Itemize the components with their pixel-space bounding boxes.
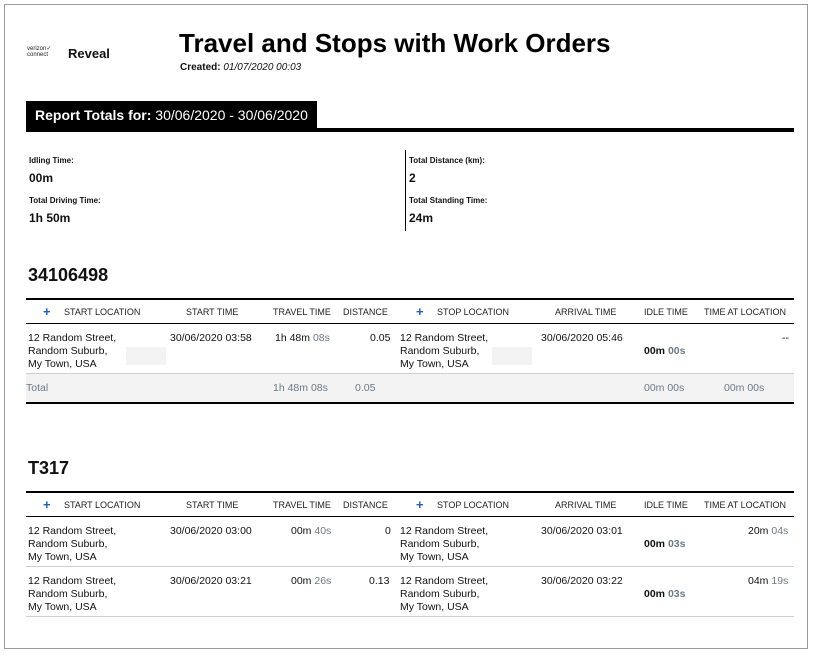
address-line: Random Suburb,: [28, 345, 108, 357]
col-arrival-time: ARRIVAL TIME: [555, 307, 617, 317]
col-start-time: START TIME: [186, 500, 239, 510]
col-stop-location: STOP LOCATION: [437, 307, 510, 317]
address-line: My Town, USA: [28, 358, 97, 370]
unit-table: [26, 298, 794, 404]
distance-label: Total Distance (km):: [409, 156, 485, 165]
col-idle-time: IDLE TIME: [644, 500, 688, 510]
total-time-at-location: 00m 00s: [724, 382, 765, 394]
totals-column-divider: [405, 150, 406, 231]
work-order-placeholder: [492, 347, 532, 365]
address-line: 12 Random Street,: [28, 525, 117, 537]
address-line: My Town, USA: [400, 551, 469, 563]
address-line: My Town, USA: [400, 601, 469, 613]
travel-time: [275, 332, 330, 344]
address-line: Random Suburb,: [28, 538, 108, 550]
stop-location[interactable]: [400, 525, 488, 564]
address-line: 12 Random Street,: [400, 525, 489, 537]
col-time-at-location: TIME AT LOCATION: [704, 500, 787, 510]
expand-start-location-icon[interactable]: +: [43, 497, 51, 512]
time-at-location-minutes: 20m: [748, 525, 769, 537]
address-line: Random Suburb,: [28, 588, 108, 600]
time-at-location-value: --: [782, 332, 789, 344]
table-row: [26, 324, 794, 374]
start-time: 30/06/2020 03:21: [170, 575, 252, 587]
col-distance: DISTANCE: [343, 500, 388, 510]
total-travel-time: 1h 48m 08s: [273, 382, 328, 394]
idle-time-minutes: 00m: [644, 345, 666, 357]
product-name: Reveal: [68, 46, 110, 61]
travel-time-minutes: 1h 48m: [275, 332, 311, 344]
time-at-location: [782, 332, 789, 344]
col-time-at-location: TIME AT LOCATION: [704, 307, 787, 317]
standing-time-label: Total Standing Time:: [409, 196, 488, 205]
table-header: [26, 298, 794, 324]
idle-time-seconds: 03s: [667, 538, 686, 550]
distance: 0.13: [369, 575, 390, 587]
col-arrival-time: ARRIVAL TIME: [555, 500, 617, 510]
expand-stop-location-icon[interactable]: +: [416, 304, 424, 319]
idle-time-minutes: 00m: [644, 538, 666, 550]
start-location[interactable]: [28, 575, 116, 614]
col-start-location: START LOCATION: [64, 500, 141, 510]
col-stop-location: STOP LOCATION: [437, 500, 510, 510]
address-line: 12 Random Street,: [28, 575, 117, 587]
col-start-time: START TIME: [186, 307, 239, 317]
time-at-location-minutes: 04m: [748, 575, 769, 587]
address-line: Random Suburb,: [400, 588, 480, 600]
idle-time-seconds: 00s: [667, 345, 686, 357]
start-time: 30/06/2020 03:00: [170, 525, 252, 537]
start-time: 30/06/2020 03:58: [170, 332, 252, 344]
start-location[interactable]: [28, 525, 116, 564]
travel-time-seconds: 08s: [312, 332, 330, 344]
travel-time: [291, 525, 331, 537]
logo-wordmark: verizon✓ connect: [27, 46, 52, 58]
work-order-placeholder: [126, 347, 166, 365]
address-line: Random Suburb,: [400, 345, 480, 357]
unit-table: [26, 491, 794, 617]
unit-title: 34106498: [28, 265, 109, 285]
idle-time-seconds: 03s: [667, 588, 686, 600]
address-line: 12 Random Street,: [400, 575, 489, 587]
standing-time-value: 24m: [409, 211, 434, 225]
distance: 0: [385, 525, 391, 537]
table-row: [26, 567, 794, 617]
total-label: Total: [26, 382, 49, 394]
arrival-time: 30/06/2020 03:01: [541, 525, 623, 537]
address-line: My Town, USA: [28, 601, 97, 613]
idle-time: [644, 588, 685, 600]
idle-time: [644, 538, 685, 550]
distance-value: 2: [409, 171, 416, 185]
totals-range: 30/06/2020 - 30/06/2020: [155, 107, 308, 123]
time-at-location: [748, 575, 788, 587]
distance: 0.05: [370, 332, 391, 344]
idle-time-minutes: 00m: [644, 588, 666, 600]
start-location[interactable]: [28, 332, 116, 371]
col-idle-time: IDLE TIME: [644, 307, 688, 317]
travel-time-seconds: 26s: [314, 575, 332, 587]
time-at-location-seconds: 19s: [771, 575, 789, 587]
driving-time-value: 1h 50m: [29, 211, 71, 225]
total-idle-time: 00m 00s: [644, 382, 685, 394]
report-title: Travel and Stops with Work Orders: [179, 28, 611, 58]
arrival-time: 30/06/2020 03:22: [541, 575, 623, 587]
idling-time-label: Idling Time:: [29, 156, 74, 165]
col-travel-time: TRAVEL TIME: [273, 307, 331, 317]
stop-location[interactable]: [400, 332, 488, 371]
address-line: 12 Random Street,: [400, 332, 489, 344]
col-travel-time: TRAVEL TIME: [273, 500, 331, 510]
expand-stop-location-icon[interactable]: +: [416, 497, 424, 512]
travel-time-minutes: 00m: [291, 525, 312, 537]
time-at-location-seconds: 04s: [771, 525, 789, 537]
stop-location[interactable]: [400, 575, 488, 614]
driving-time-stat: [29, 196, 101, 225]
travel-time-seconds: 40s: [314, 525, 332, 537]
col-distance: DISTANCE: [343, 307, 388, 317]
address-line: My Town, USA: [28, 551, 97, 563]
time-at-location: [748, 525, 788, 537]
col-start-location: START LOCATION: [64, 307, 141, 317]
created-label: Created:: [180, 62, 221, 73]
unit-title: T317: [28, 458, 70, 478]
expand-start-location-icon[interactable]: +: [43, 304, 51, 319]
table-header: [26, 491, 794, 517]
total-row: [26, 374, 794, 404]
standing-time-stat: [409, 196, 487, 225]
travel-time-minutes: 00m: [291, 575, 312, 587]
totals-label: Report Totals for:: [35, 107, 152, 123]
idle-time: [644, 345, 685, 357]
arrival-time: 30/06/2020 05:46: [541, 332, 623, 344]
idling-time-value: 00m: [29, 171, 54, 185]
distance-stat: [409, 156, 485, 185]
driving-time-label: Total Driving Time:: [29, 196, 101, 205]
table-row: [26, 517, 794, 567]
address-line: Random Suburb,: [400, 538, 480, 550]
created-line: [180, 62, 301, 73]
total-distance: 0.05: [355, 382, 376, 394]
address-line: My Town, USA: [400, 358, 469, 370]
created-value: 01/07/2020 00:03: [223, 62, 302, 73]
idling-time-stat: [29, 156, 74, 185]
address-line: 12 Random Street,: [28, 332, 117, 344]
totals-divider: [26, 128, 794, 132]
travel-time: [291, 575, 331, 587]
